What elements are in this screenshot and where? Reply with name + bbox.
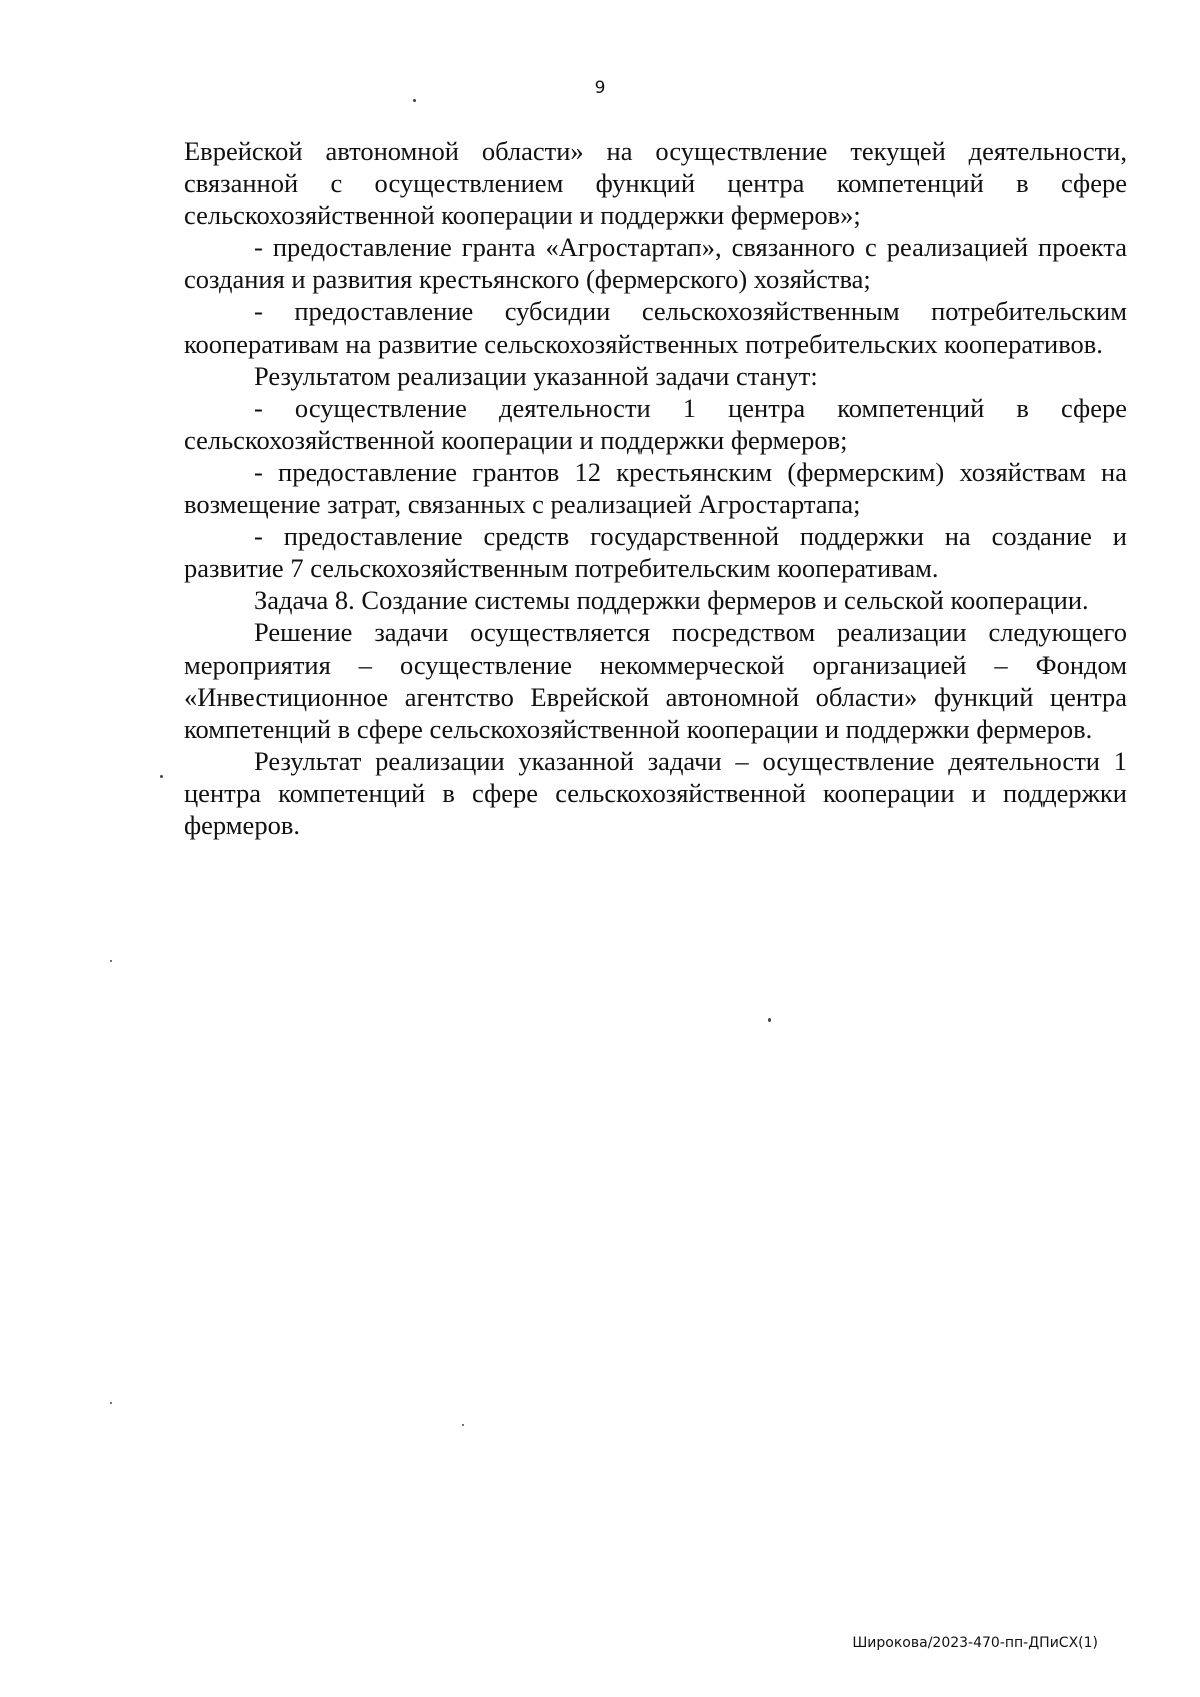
body-text [184,135,1127,841]
scan-speck [160,775,163,778]
page-number: 9 [594,78,606,98]
document-code: Широкова/2023-470-пп-ДПиСХ(1) [852,1635,1098,1651]
paragraph-7: - предоставление средств государственной поддержки на создание и развитие 7 сельскохозяйственным потребительским кооперативам. [184,521,1127,584]
scan-speck [768,1018,771,1022]
scan-speck [413,99,416,102]
paragraph-2: - предоставление гранта «Агростартап», связанного с реализацией проекта создания и развития крестьянского (фермерского) хозяйства; [184,232,1127,295]
scan-speck [110,1402,112,1404]
scan-speck [110,960,112,962]
scan-speck [462,1424,464,1426]
paragraph-10: Результат реализации указанной задачи – осуществление деятельности 1 центра компетенций в сфере сельскохозяйственной кооперации и поддержки фермеров. [184,745,1127,840]
paragraph-1: Еврейской автономной области» на осуществление текущей деятельности, связанной с осуществлением функций центра компетенций в сфере сельскохозяйственной кооперации и поддержки фермеров»; [184,136,1127,231]
paragraph-8: Задача 8. Создание системы поддержки фермеров и сельской кооперации. [254,585,1089,616]
paragraph-6: - предоставление грантов 12 крестьянским (фермерским) хозяйствам на возмещение затрат, связанных с реализацией Агростартапа; [184,456,1127,520]
paragraph-5: - осуществление деятельности 1 центра компетенций в сфере сельскохозяйственной кооперации и поддержки фермеров; [184,392,1127,455]
paragraph-3: - предоставление субсидии сельскохозяйственным потребительским кооперативам на развитие сельскохозяйственных потребительских кооперативов. [184,296,1127,359]
paragraph-4: Результатом реализации указанной задачи станут: [254,360,818,391]
paragraph-9: Решение задачи осуществляется посредством реализации следующего мероприятия – осуществление некоммерческой организацией – Фондом «Инвестиционное агентство Еврейской автономной области» функций центра компетенций в сфере сельскохозяйственной кооперации и поддержки фермеров. [184,617,1127,744]
